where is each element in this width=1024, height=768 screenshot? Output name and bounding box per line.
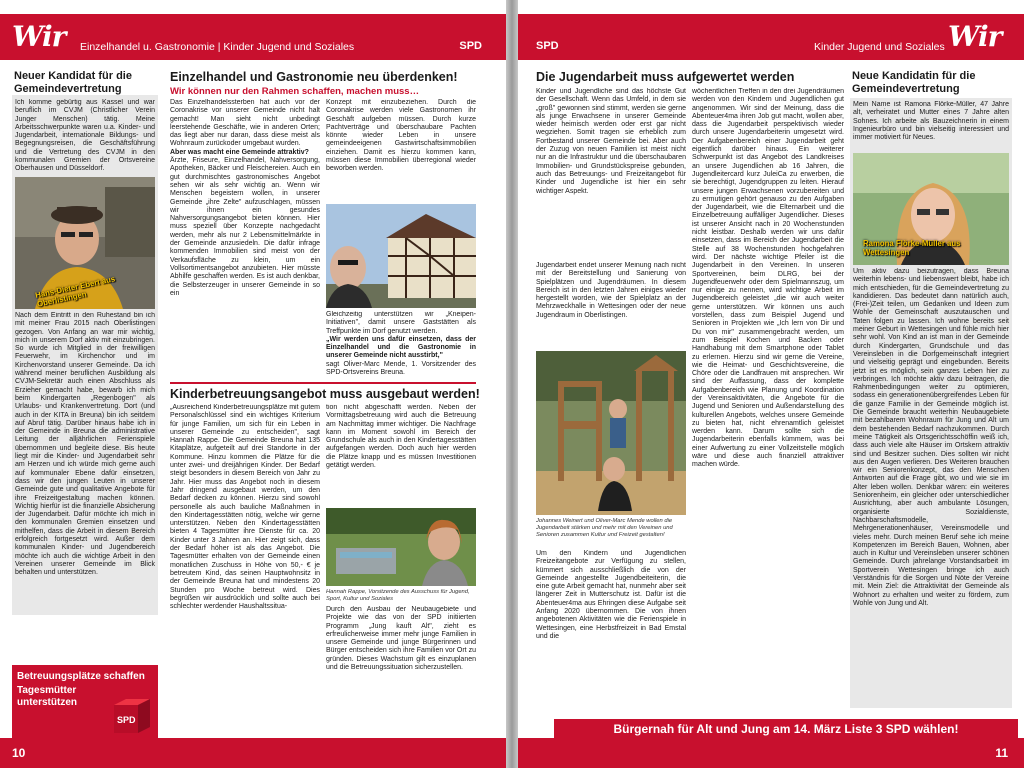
kneipe-photo — [326, 204, 476, 308]
promo-line-3: unterstützen — [17, 697, 77, 708]
sidebar-body-right-text: Um aktiv dazu beizutragen, dass Breuna weiterhin lebens- und liebenswert bleibt, habe ich mich entschieden, für die Gemeindevertretung zu kandidieren. Das bedeutet dann natürlich auch, (Frei-)Zeit teilen, um Gedanken und Ideen zum Wohle der Gemeinschaft auszutauschen und Taten folgen zu lassen. Ich wohne bereits seit meiner Geburt in Wettesingen und fühle mich hier sehr wohl. Von Kind an ist man in der Gemeinde durch Kindergarten, Grundschule und das Vereinsleben in die Dorfgemeinschaft integriert und vielseitig geprägt und eingebunden. Bereits jetzt ist es möglich, sein ganzes Leben hier zu verbringen. Ich möchte aktiv dazu beitragen, die Rahmenbedingungen weiter zu optimieren, sodass ein generationenübergreifendes Leben für die ganze Familie in der Gemeinde möglich ist. Die Gemeinde braucht weiterhin Neubaugebiete mit bezahlbarem Wohnraum für Jung und Alt um dem bestehenden Bedarf nachzukommen. Durch meine Tätigkeit als Ortsgerichtsschöffin weiß ich, dass auch viele alte Häuser im Ortskern attraktiv sind und Besitzer suchen. Dies sollten wir nicht aus den Augen verlieren. Des Weiteren brauchen wir ein Seniorenkonzept, das den Menschen Antworten auf die Frage gibt, wo und wie sie im Alter leben wollen. Denkbar wären: ein weiteres Seniorenheim, ein gleicher oder unterschiedlicher Ausrichtung, aber auch ambulante Lösungen, organisierte Sozialdienste, Nachbarschaftsmodelle, Mehrgenerationenhäuser, Vereinsmodelle und vieles mehr. Durch meinen Beruf sehe ich meine Kompetenzen im Bereich Bauen, Wohnen, aber auch in Kultur und Vereinsleben unserer schönen Gemeinde. Durch jahrelange Vorstandsarbeit im Sportverein Wettesingen bringe ich auch Verständnis für die Sorgen und Nöte der Vereine mit. Mein Ziel: die Attraktivität der Gemeinde als Wohnort zu erhalten und weiter zu fördern, zum Wohle von Jung und Alt. — [853, 268, 1009, 607]
article1-question: Aber was macht eine Gemeinde attraktiv? — [170, 148, 309, 156]
sidebar-intro — [15, 99, 155, 174]
article1-col2-lower — [326, 311, 476, 381]
article1-title: Einzelhandel und Gastronomie neu überdenken! — [170, 70, 458, 84]
sidebar-title: Neuer Kandidat für die Gemeindevertretung — [14, 70, 132, 95]
article2-col1-text: „Ausreichend Kinderbetreuungsplätze mit gutem Personalschlüssel sind ein wichtiges Kriterium für junge Familien, um sich für ein Leben in unserer Gemeinde zu entscheiden", sagt Hannah Rappe. Die Gemeinde Breuna hat 135 Kitaplätze, aufgeteilt auf drei Standorte in der Kommune. Hinzu kommen die Plätze für die unter zwei- und dreijährigen Kinder. Der Bedarf steigt besonders in diesem Bereich von Jahr zu Jahr. Hier muss das Angebot noch in diesem Jahr dringend ausgebaut werden, um den Bedarf decken zu können. Hierzu sind sowohl personelle als auch bauliche Maßnahmen in den Kindertagesstätten nötig, welche wir gerne unterstützen. Neben den Kindertagesstätten bieten 4 Tagesmütter ihre Dienste für ca. 20 Kinder unter 3 Jahren an. Hier zeigt sich, dass der Bedarf höher ist als das Angebot. Die Tagesmütter erhalten von der Gemeinde einen monatlichen Zuschuss in Höhe von 50,- € je betreutem Kind, das seinen Hauptwohnsitz in der Gemeinde Breuna hat und mindestens 20 Stunden pro Woche betreut wird. Dies begrüßen wir ausdrücklich und sollte auch bei schlechter werdender Haushaltssitua- — [170, 404, 320, 611]
article2-col2b-text: Durch den Ausbau der Neubaugebiete und Projekte wie das von der SPD initiierten Programm „Jung kauft Alt", zieht es erfreulicherweise immer mehr junge Familien in unsere Gemeinde und junge Bürgerinnen und Bürger entscheiden sich ihre Familien vor Ort zu gründen. Dieses Wachstum gilt es einzuplanen und die Betreuungssituation sicherzustellen. — [326, 606, 476, 672]
article2-col2-text: tion nicht abgeschafft werden. Neben der Vormittagsbetreuung wird auch die Betreuung am Nachmittag immer wichtiger. Die Nachfrage kann im Moment sowohl im Bereich der Grundschule als auch in den Kindertagesstätten aufgefangen werden. Doch auch hier werden die Plätze knapp und es müssen Investitionen getätigt werden. — [326, 404, 476, 470]
promo-line-2: Tagesmütter — [17, 685, 77, 696]
article2-col2-lower — [326, 606, 476, 736]
playground-caption: Johannes Weinert und Oliver-Marc Mende wollen die Jugendarbeit stärken und mehr mit den Vereinen und Senioren zusammen Kultur und Freizeit gestalten! — [536, 518, 673, 538]
right-footer-bar — [518, 738, 1024, 768]
right-page-header — [518, 14, 1024, 60]
rappe-photo — [326, 508, 476, 586]
spd-cube-icon — [110, 697, 154, 735]
sidebar-body — [15, 312, 155, 610]
candidate-photo-ebert — [15, 177, 155, 309]
article2-title: Kinderbetreuungsangebot muss ausgebaut werden! — [170, 387, 480, 401]
article2-col2 — [326, 404, 476, 504]
youth-col1-text: Kinder und Jugendliche sind das höchste Gut der Gesellschaft. Wenn das Umfeld, in dem sie „groß" gewonnen sind stimmt, werden sie gerne als junge Erwachsene in unserer Gemeinde wieder heimisch werden oder erst gar nicht wegziehen. Somit tragen sie erheblich zum Fortbestand unserer Gemeinde bei. Aber auch der Zuzug von neuen Familien ist meist nicht nur an die Infrastruktur und die überschaubaren Immobilien- und Grundstückspreise gebunden, auch das Betreuungs- und Freizeitangebot für Kinder und Jugendliche ist hier ein sehr wichtiger Aspekt. — [536, 88, 686, 195]
sidebar-intro-right-text: Mein Name ist Ramona Flörke-Müller, 47 Jahre alt, verheiratet und Mutter eines 7 Jahre alten Sohnes. Ich arbeite als Bauzeichnerin in einem Ingenieurbüro und bin vielseitig interessiert und immer motiviert für Neues. — [853, 101, 1009, 142]
youth-col2 — [692, 88, 844, 716]
kneipe-caption: Gleichzeitig unterstützen wir „Kneipen-Initiativen", damit unsere Gaststätten als Treffpunkte im Dorf genutzt werden. — [326, 311, 476, 335]
kneipe-photo-image — [326, 204, 476, 308]
vote-banner-text: Bürgernah für Alt und Jung am 14. März Liste 3 SPD wählen! — [613, 722, 959, 736]
article1-quote: „Wir werden uns dafür einsetzen, dass der Einzelhandel und die Gastronomie in unserer Gemeinde nicht ausstirbt," — [326, 335, 476, 360]
article1-col2 — [326, 99, 476, 201]
spine-gutter — [506, 0, 518, 768]
youth-col1c-text: Um den Kindern und Jugendlichen Freizeitangebote zur Verfügung zu stellen, kümmert sich ausschließlich die von der Gemeinde angestellte Jugendbeiteiterin, die eine gute Arbeit gemacht hat, nunmehr aber seit längerer Zeit in Mutterschutz ist. Dafür ist die Abenteuer4ma aus Ehringen diese Aufgabe seit Anfang 2020 übernommen. Die von ihnen angebotenen Aktivitäten wie die Ferienspiele in Wettesingen, eine Herbstfreizeit in Bad Emstal und die — [536, 550, 686, 640]
rappe-photo-image — [326, 508, 476, 586]
left-page-header — [0, 14, 506, 60]
cube-label: SPD — [117, 715, 136, 725]
article1-col1 — [170, 99, 320, 359]
youth-col2-text: wöchentlichen Treffen in den drei Jugendräumen werden von den Kindern und Jugendlichen gut angenommen. Wir sind der Meinung, dass die Abenteuer4ma ihren Job gut macht, wollen aber, dass die Jugendarbeit perspektivisch wieder durch unsere Jugendarbeiterin umgesetzt wird. Der Aufgabenbereich einer Jugendarbeit geht eigentlich darüber hinaus. Ein weiterer Schwerpunkt ist das Angebot des Landkreises an unsere Jugendlichen ab 16 Jahren, die Jugendleitercard kurz JuleiCa zu erwerben, die sie berechtigt, Jugendgruppen zu leiten. Hierauf unsere jungen Erwachsenen vorzubereiten und zu ermutigen gehört genauso zu den Aufgaben der Jugendarbeit, wie die Elternarbeit und die Einzelbetreuung auffälliger Jugendlicher. Dieses ist unserer Ansicht nach in 20 Wochenstunden nicht leistbar. Deshalb werden wir uns dafür einsetzen, dass im Bereich der Jugendarbeit die Stelle auf 38 Wochenstunden hochgefahren wird. Der nächste wichtige Pfeiler ist die Jugendarbeit in den Vereinen. In unseren Sportvereinen, beim DLRG, bei der Jugendfeuerwehr oder dem Spielmannszug, um nur einige zu nennen, wird wichtige Arbeit im Jugendbereich geleistet „die wir auch weiter gerne unterstützen. Wir können uns auch vorstellen, dass zum Beispiel Jugend und Senioren in Projekten wie „Ich lern von Dir und Du von mir" zusammengebracht werden, um zum Beispiel Kochen und Backen oder Handhabung mit dem Smartphone oder Tablet zu erlernen. Hierzu sind wir gerne die Vereine, wie die Heimat- und Geschichtsvereine, die Chöre oder die Landfrauen mit ansprechen. Wir sind der Auffassung, dass der komplette Aufgabenbereich wie Planung und Koordination der Vereinsaktivitäten, die Angebote für die Jugend und Senioren und Außendarstellung des kulturellen Angebots, welches unsere Gemeinde zu bieten hat, nicht ehrenamtlich geleistet werden kann. Darum sollte sich die Jugendarbeiterin ebenfalls kümmern, was bei einer Aufwertung zu einer Vollzeitstelle möglich wäre und diese auch finanziell attraktiver machen würde. — [692, 88, 844, 469]
article1-col1b-text: Ärzte, Friseure, Einzelhandel, Nahversorgung, Apotheken, Bäcker und Fleischereien. Auch ein gut durchmischtes gastronomisches Angebot sehen wir als sehr wichtig an. Wenn wir Menschen begeistern wollen, in unserer Gemeinde „ihre Zelte" aufzuschlagen, müssen wir ihnen ein gesundes Nahversorgungsangebot bieten können. Hier muss speziell über Konzepte nachgedacht werden, mehr als nur 2 Lebensmittelmärkte in der Gemeinde anzusiedeln. Die dafür infrage kommenden Immobilien sind meist von der Verkaufsfläche zu klein, um ein Vollsortimentsangebot anzubieten. Hier müsste Abhilfe geschaffen werden. Es ist auch denkbar, die Selbsterzeuger in unserer Gemeinde in so ein — [170, 157, 320, 297]
sidebar-intro-text: Ich komme gebürtig aus Kassel und war beruflich im CVJM (Christlicher Verein Junger Menschen) tätig. Meine Arbeitsschwerpunkte waren u.a. Kinder- und Jugendarbeit, internationale Bildungs- und Begegnungsreisen, die Geschäftsführung und die Vertretung des CVJM in den kommunalen Gremien der Ortsvereine Oberhausen und Düsseldorf. — [15, 99, 155, 173]
youth-col1b — [536, 262, 686, 348]
article1-quote-attribution: sagt Oliver-Marc Mende, 1. Vorsitzender des SPD-Ortsvereins Breuna. — [326, 360, 476, 377]
youth-col1 — [536, 88, 686, 253]
ramona-photo-caption: Ramona Flörke-Müller aus Wettesingen — [863, 239, 961, 257]
playground-photo — [536, 351, 686, 515]
sidebar-body-text: Nach dem Eintritt in den Ruhestand bin ich mit meiner Frau 2015 nach Oberlistingen gezogen. Von Anfang an war mir wichtig, mich in unserem Dorf aktiv mit einzubringen. So wurde ich Mitglied in der freiwilligen Feuerwehr, im Kirchenchor und im Kirchenvorstand unserer Gemeinde. Da ich während meiner beruflichen Ausbildung als CVJM-Sekretär auch einen Abschluss als Erzieher gemacht habe, bewarb ich mich beim Kindergarten „Regenbogen" als Urlaubs- und Krankenvertretung. Dort (und auch in der KITA in Breuna) bin ich seitdem auf Abruf tätig. Darüber hinaus habe ich in der Gemeinde in Breuna die administrative Leitung der alljährlichen Ferienspiele übernommen und begleite diese. Bis heute liegt mir die Kinder- und Jugendarbeit sehr am Herzen und ich würde mich gerne auch auf kommunaler Ebene dafür einsetzen, dass wir den jungen Leuten in unserer Gemeinde gute und qualitative Angebote für ihre Freizeitgestaltung machen können. Wichtig hierfür ist die finanzielle Absicherung der Jugendarbeit. Dafür möchte ich mich in den kommunalen Gremien einsetzen und mithelfen, dass die Arbeit in diesem Bereich erfolgreich fortgesetzt wird. Außer dem kommunalen Kinder- und Jugendbereich möchte ich auch die wichtige Arbeit in den Vereinen unserer Gemeinde im Blick behalten und unterstützen. — [15, 312, 155, 577]
promo-box — [12, 665, 158, 738]
candidate-photo-ramona — [853, 153, 1009, 265]
sidebar-intro-right — [853, 101, 1009, 151]
article-divider — [170, 382, 476, 384]
header-party-label-right: SPD — [536, 40, 559, 52]
youth-col1c — [536, 550, 686, 716]
article1-subtitle: Wir können nur den Rahmen schaffen, machen muss… — [170, 86, 420, 97]
sidebar-body-right — [853, 268, 1009, 708]
youth-article-title: Die Jugendarbeit muss aufgewertet werden — [536, 70, 795, 84]
wir-logo-right: Wir — [948, 20, 1002, 53]
playground-photo-image — [536, 351, 686, 515]
header-section-label: Einzelhandel u. Gastronomie | Kinder Jugend und Soziales — [80, 41, 355, 53]
youth-col1b-text: Jugendarbeit endet unserer Meinung nach nicht mit der Bereitstellung und Sanierung von Spielplätzen und Jugendräumen. In diesem Bereich ist in den letzten Jahren einiges wieder hergestellt worden, wie der Spielplatz an der Mehrzweckhalle in Wettesingen oder der neue Jugendraum in Oberlistingen. — [536, 262, 686, 319]
right-page — [518, 0, 1024, 768]
promo-line-1: Betreuungsplätze schaffen — [17, 671, 145, 682]
wir-logo: Wir — [12, 20, 66, 53]
left-page — [0, 0, 506, 768]
rappe-caption: Hannah Rappe, Vorsitzende des Ausschuss für Jugend, Sport, Kultur und Soziales — [326, 589, 470, 602]
left-footer-bar — [0, 738, 506, 768]
vote-banner — [554, 719, 1018, 739]
sidebar-title-right: Neue Kandidatin für die Gemeindevertretung — [852, 70, 976, 95]
article1-col1-text: Das Einzelhandelssterben hat auch vor der Coronakrise vor unserer Gemeinde nicht halt gemacht! Man sieht nicht unbedingt leerstehende Geschäfte, wie in anderen Orten; das liegt aber nur daran, dass diese meist als Wohnraum zurückoder umgebaut wurden. — [170, 99, 320, 148]
header-section-label-right: Kinder Jugend und Soziales — [814, 41, 945, 53]
article1-col2-text: Konzept mit einzubeziehen. Durch die Coronakrise werden viele Gastronomen ihr Geschäft aufgeben müssen. Durch kurze Pachtverträge und überschaubare Pachten könnte wieder Leben in unsere gemeindeeigenen Gastwirtschaftsimmobilien einziehen. Damit es hierzu kommen kann, müssen diese Immobilien überregional wieder beworben werden. — [326, 99, 476, 173]
header-party-label: SPD — [459, 40, 482, 52]
page-number-right: 11 — [995, 746, 1008, 760]
ebert-photo-caption: Hans-Dieter Ebert aus Oberlistingen — [34, 274, 116, 309]
page-number-left: 10 — [12, 746, 26, 760]
article2-col1 — [170, 404, 320, 734]
